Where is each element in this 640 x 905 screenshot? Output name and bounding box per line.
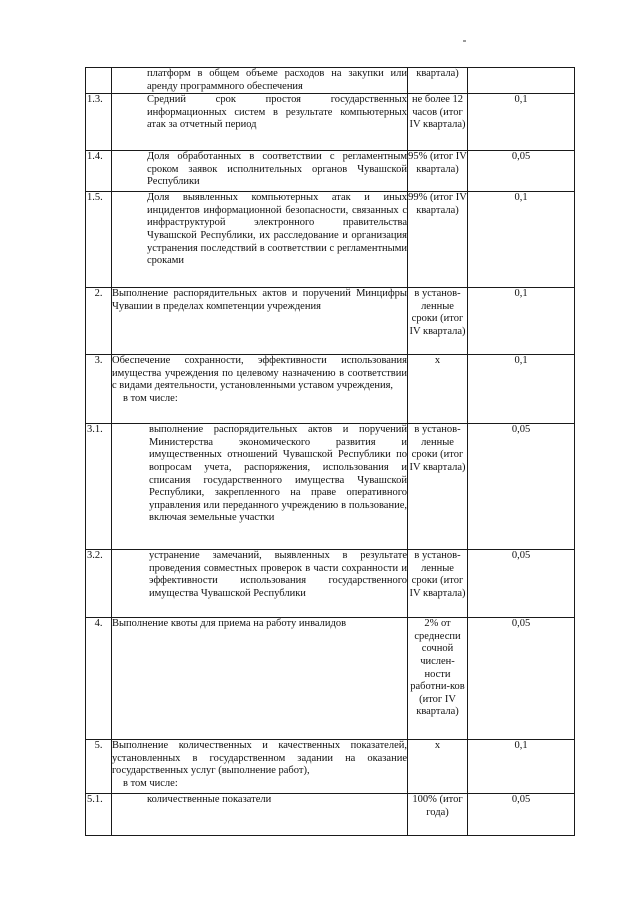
- target-value: в установ-ленные сроки (итог IV квартала): [408, 288, 468, 355]
- weight-value: 0,05: [468, 424, 575, 550]
- weight-value: 0,1: [468, 288, 575, 355]
- indicator-name: Доля обработанных в соответствии с регламентным сроком заявок исполнительных органов Чувашской Республики: [112, 151, 408, 192]
- row-number: 1.3.: [86, 94, 112, 151]
- weight-value: [468, 68, 575, 94]
- table-row: [86, 192, 575, 288]
- table-row: [86, 151, 575, 192]
- row-number: 3.: [86, 355, 112, 424]
- table-row: [86, 94, 575, 151]
- indicator-name: выполнение распорядительных актов и поручений Министерства экономического развития и имущественных отношений Чувашской Республики по вопросам учета, распоряжения, использования и списания государственного имущества Чувашской Республики, закрепленного на праве оперативного управления или переданного учреждению в пользование, включая земельные участки: [112, 424, 408, 550]
- table-row: [86, 288, 575, 355]
- table-row: [86, 550, 575, 618]
- table-row: [86, 794, 575, 836]
- weight-value: 0,05: [468, 618, 575, 740]
- row-number: 3.1.: [86, 424, 112, 550]
- weight-value: 0,05: [468, 151, 575, 192]
- weight-value: 0,1: [468, 94, 575, 151]
- weight-value: 0,1: [468, 740, 575, 794]
- target-value: х: [408, 355, 468, 424]
- row-number: 1.5.: [86, 192, 112, 288]
- indicators-table: [85, 67, 575, 836]
- indicator-subnote: в том числе:: [123, 777, 178, 789]
- indicator-name: Средний срок простоя государственных информационных систем в результате компьютерных атак за отчетный период: [112, 94, 408, 151]
- target-value: не более 12 часов (итог IV квартала): [408, 94, 468, 151]
- table-row: [86, 355, 575, 424]
- indicator-name: количественные показатели: [112, 794, 408, 836]
- row-number: 3.2.: [86, 550, 112, 618]
- indicator-name: устранение замечаний, выявленных в результате проведения совместных проверок в части сохранности и эффективности использования государственного имущества Чувашской Республики: [112, 550, 408, 618]
- indicator-subnote: в том числе:: [123, 392, 178, 404]
- target-value: 2% от среднеспи сочной числен-ности работни-ков (итог IV квартала): [408, 618, 468, 740]
- indicator-name: Доля выявленных компьютерных атак и иных инцидентов информационной безопасности, связанных с инфраструктурой электронного правительства Чувашской Республики, их расследование и организация устранения последствий в соответствии с регламентными сроками: [112, 192, 408, 288]
- target-value: в установ-ленные сроки (итог IV квартала): [408, 550, 468, 618]
- target-value: 100% (итог года): [408, 794, 468, 836]
- indicator-cell: [112, 355, 408, 424]
- row-number: 5.1.: [86, 794, 112, 836]
- target-value: 95% (итог IV квартала): [408, 151, 468, 192]
- indicator-name: Обеспечение сохранности, эффективности использования имущества учреждения по целевому назначению в соответствии с видами деятельности, установленными уставом учреждения,: [112, 355, 407, 392]
- indicator-name: Выполнение квоты для приема на работу инвалидов: [112, 618, 408, 740]
- row-number: 1.4.: [86, 151, 112, 192]
- target-value: в установ-ленные сроки (итог IV квартала): [408, 424, 468, 550]
- table-row: [86, 68, 575, 94]
- indicator-name: Выполнение количественных и качественных показателей, установленных в государственном задании на оказание государственных услуг (выполнение работ),: [112, 740, 407, 777]
- indicator-cell: [112, 740, 408, 794]
- scan-artifact: [463, 40, 466, 42]
- weight-value: 0,1: [468, 355, 575, 424]
- target-value: х: [408, 740, 468, 794]
- table-row: [86, 618, 575, 740]
- row-number: 2.: [86, 288, 112, 355]
- row-number: 4.: [86, 618, 112, 740]
- target-value: 99% (итог IV квартала): [408, 192, 468, 288]
- indicator-name: платформ в общем объеме расходов на закупки или аренду программного обеспечения: [112, 68, 408, 94]
- weight-value: 0,1: [468, 192, 575, 288]
- row-number: [86, 68, 112, 94]
- table-row: [86, 424, 575, 550]
- table-row: [86, 740, 575, 794]
- weight-value: 0,05: [468, 550, 575, 618]
- target-value: квартала): [408, 68, 468, 94]
- row-number: 5.: [86, 740, 112, 794]
- weight-value: 0,05: [468, 794, 575, 836]
- indicator-name: Выполнение распорядительных актов и поручений Минцифры Чувашии в пределах компетенции учреждения: [112, 288, 408, 355]
